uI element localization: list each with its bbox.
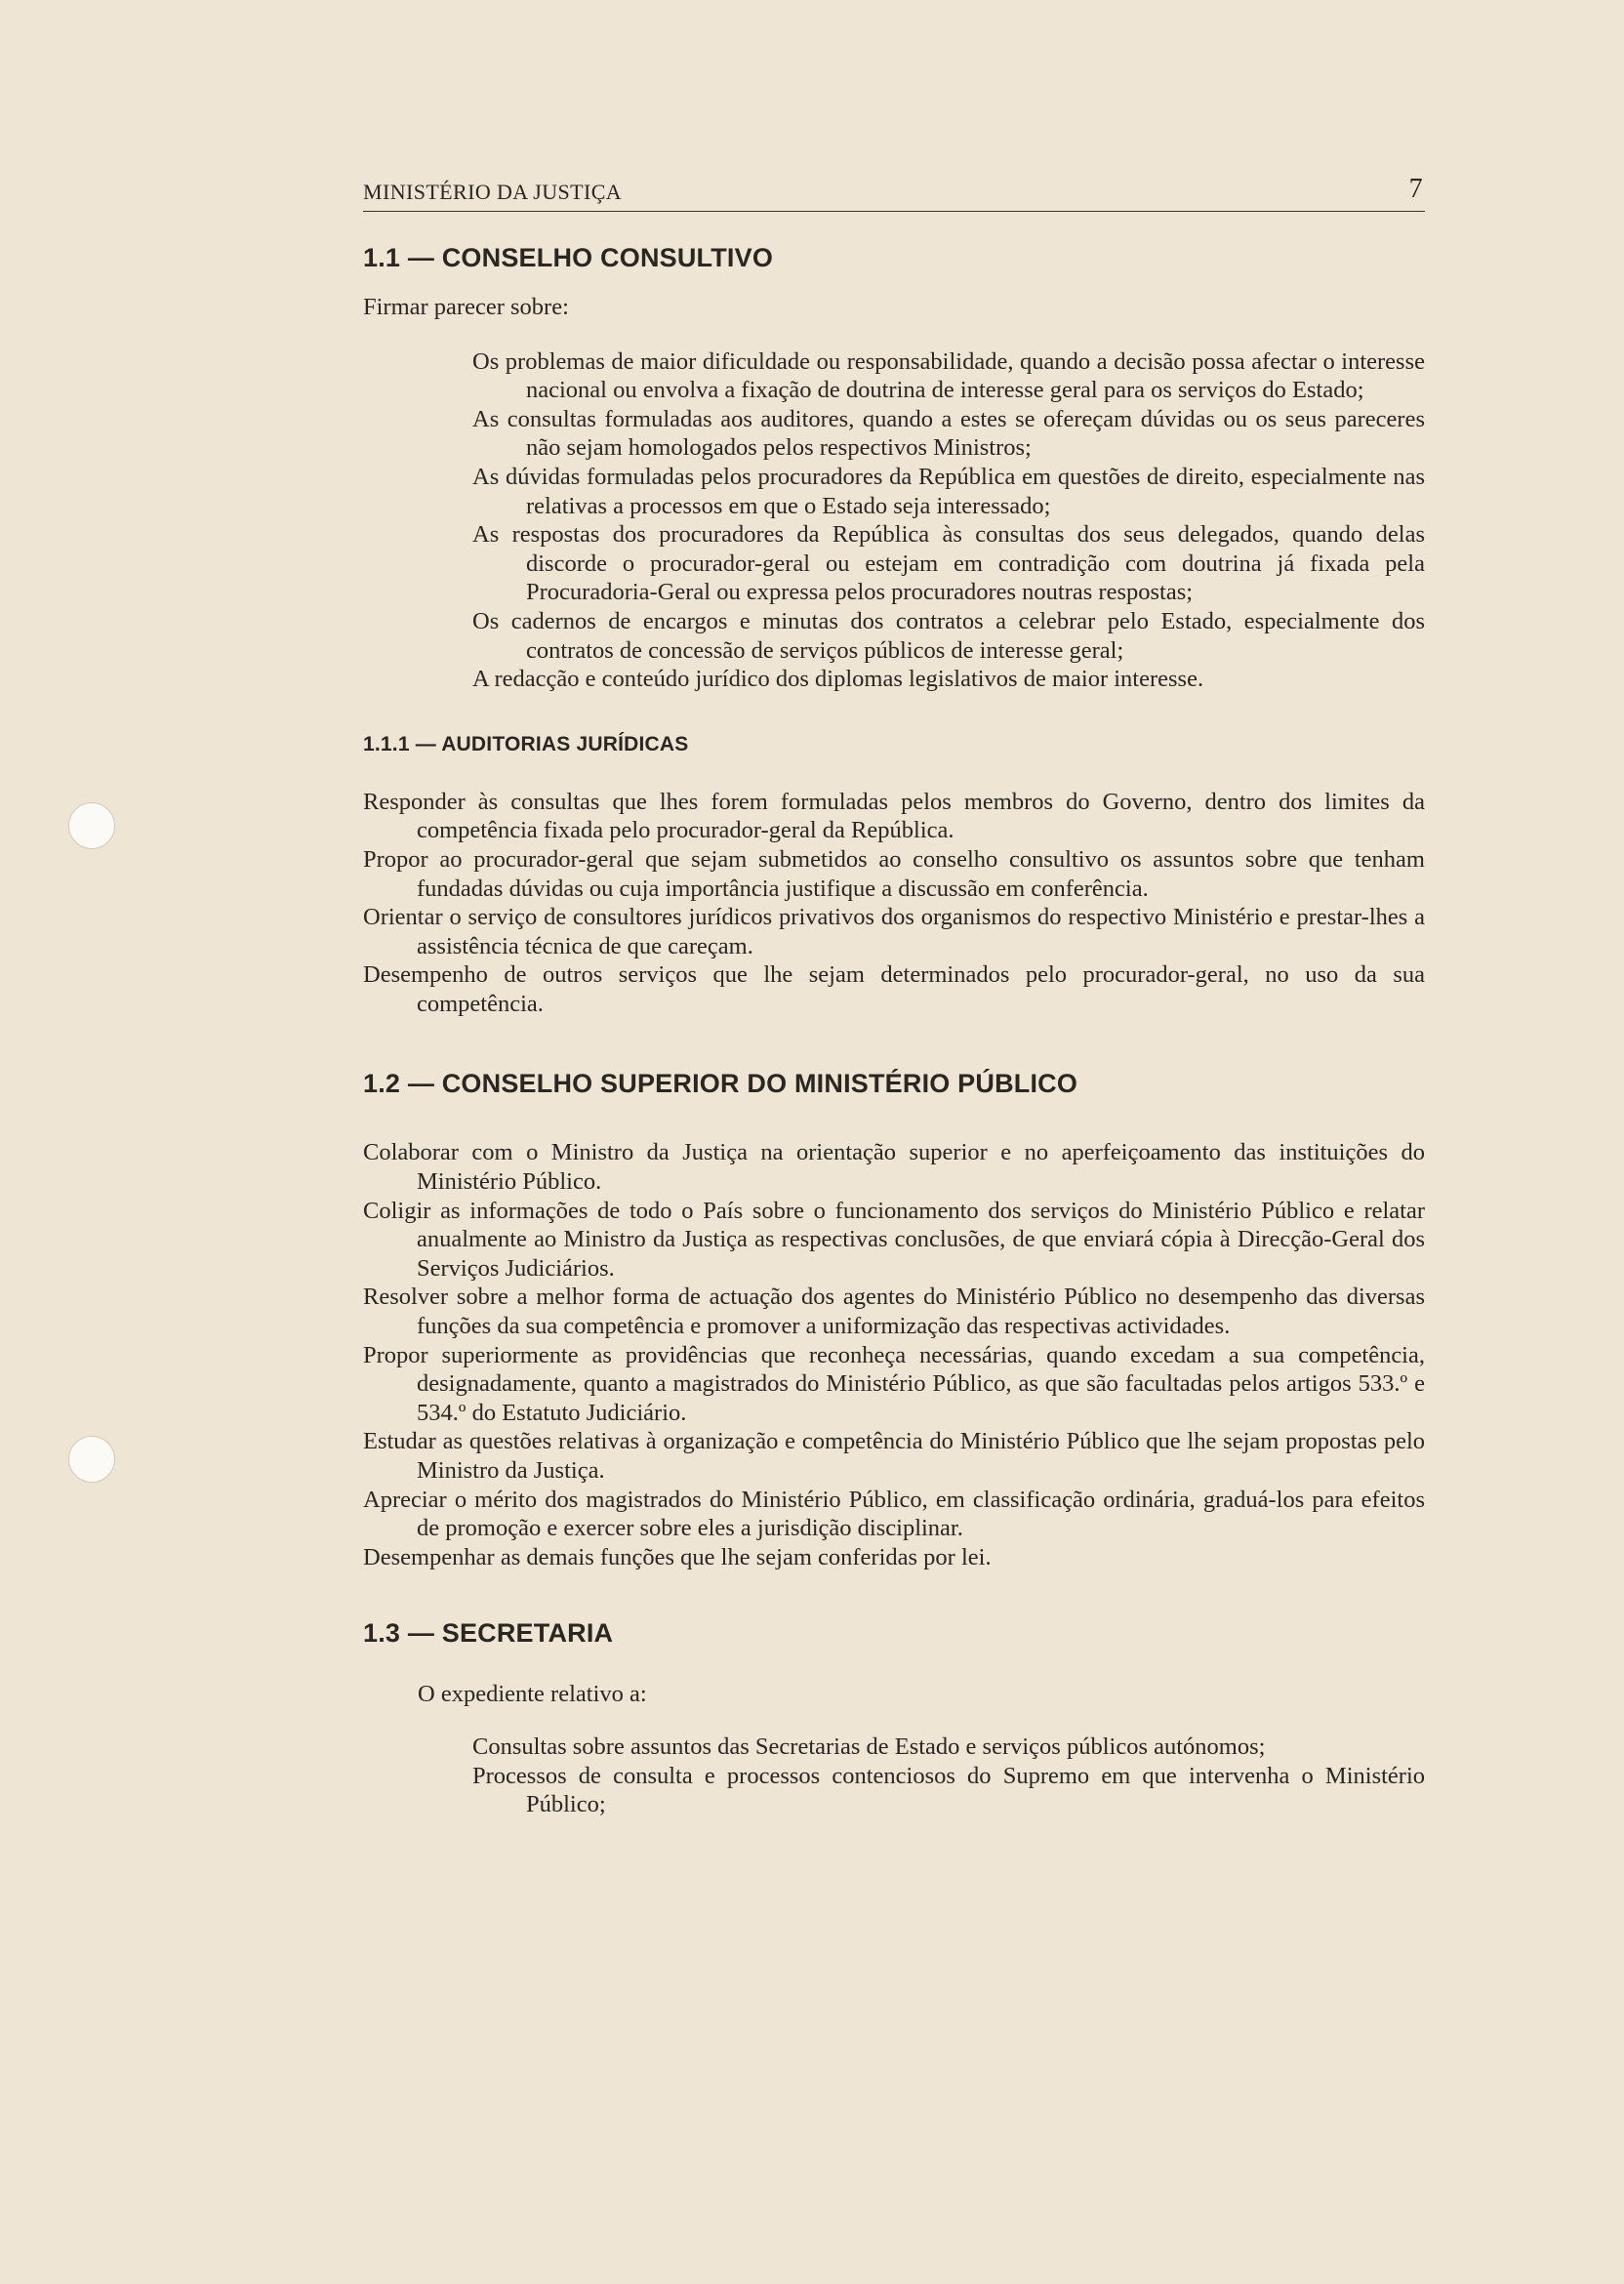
list-item: Orientar o serviço de consultores jurídicos privativos dos organismos do respectivo Ministério e prestar-lhes a assistência técnica de que careçam. [363,904,1425,959]
section-intro: Firmar parecer sobre: [363,294,569,320]
list-item: Desempenho de outros serviços que lhe sejam determinados pelo procurador-geral, no uso da sua competência. [363,961,1425,1017]
section-heading: 1.1 — CONSELHO CONSULTIVO [363,243,774,272]
subsection-heading: 1.1.1 — AUDITORIAS JURÍDICAS [363,732,689,755]
list-item: Resolver sobre a melhor forma de actuação dos agentes do Ministério Público no desempenho das diversas funções da sua competência e promover a uniformização das respectivas actividades. [363,1284,1425,1340]
list-item: As respostas dos procuradores da República às consultas dos seus delegados, quando delas discorde o procurador-geral ou estejam em contradição com doutrina já fixada pela Procuradoria-Geral ou expressa pelos procuradores noutras respostas; [472,521,1425,606]
superior-council-list [363,1138,1425,1571]
secretariat-list [363,1733,1425,1819]
list-item: As dúvidas formuladas pelos procuradores da República em questões de direito, especialmente nas relativas a processos em que o Estado seja interessado; [472,463,1425,519]
list-item: Os problemas de maior dificuldade ou responsabilidade, quando a decisão possa afectar o interesse nacional ou envolva a fixação de doutrina de interesse geral para os serviços do Estado; [472,347,1425,404]
list-item: As consultas formuladas aos auditores, quando a estes se ofereçam dúvidas ou os seus pareceres não sejam homologados pelos respectivos Ministros; [472,405,1425,462]
list-item: Propor superiormente as providências que reconheça necessárias, quando excedam a sua competência, designadamente, quanto a magistrados do Ministério Público, as que são facultadas pelos artigos 533.º e 534.º do Estatuto Judiciário. [363,1341,1425,1426]
section-intro: O expediente relativo a: [418,1681,647,1708]
list-item: Coligir as informações de todo o País sobre o funcionamento dos serviços do Ministério Público e relatar anualmente ao Ministro da Justiça as respectivas conclusões, de que enviará cópia à Direcção-Geral dos Serviços Judiciários. [363,1197,1425,1282]
legal-audits-list [363,788,1425,1019]
list-item: Colaborar com o Ministro da Justiça na orientação superior e no aperfeiçoamento das instituições do Ministério Público. [363,1139,1425,1196]
page-number: 7 [1408,174,1423,204]
list-item: Estudar as questões relativas à organização e competência do Ministério Público que lhe sejam propostas pelo Ministro da Justiça. [363,1428,1425,1484]
list-item: Responder às consultas que lhes forem formuladas pelos membros do Governo, dentro dos limites da competência fixada pelo procurador-geral da República. [363,788,1425,844]
list-item: Apreciar o mérito dos magistrados do Ministério Público, em classificação ordinária, graduá-los para efeitos de promoção e exercer sobre eles a jurisdição disciplinar. [363,1486,1425,1542]
list-item: Propor ao procurador-geral que sejam submetidos ao conselho consultivo os assuntos sobre que tenham fundadas dúvidas ou cuja importância justifique a discussão em conferência. [363,845,1425,902]
list-item: A redacção e conteúdo jurídico dos diplomas legislativos de maior interesse. [472,666,1204,693]
page-content [363,174,1425,1819]
list-item: Os cadernos de encargos e minutas dos contratos a celebrar pelo Estado, especialmente dos contratos de concessão de serviços públicos de interesse geral; [472,607,1425,664]
punch-hole [68,802,115,849]
list-item: Consultas sobre assuntos das Secretarias de Estado e serviços públicos autónomos; [472,1733,1266,1760]
consultative-council-list [363,347,1425,694]
list-item: Desempenhar as demais funções que lhe sejam conferidas por lei. [363,1543,992,1570]
section-heading: 1.2 — CONSELHO SUPERIOR DO MINISTÉRIO PÚBLICO [363,1069,1078,1099]
punch-hole [68,1436,115,1483]
list-item: Processos de consulta e processos contenciosos do Supremo em que intervenha o Ministério Público; [472,1762,1425,1818]
ministry-title: MINISTÉRIO DA JUSTIÇA [363,180,623,204]
running-header [363,174,1425,212]
section-heading: 1.3 — SECRETARIA [363,1618,614,1649]
